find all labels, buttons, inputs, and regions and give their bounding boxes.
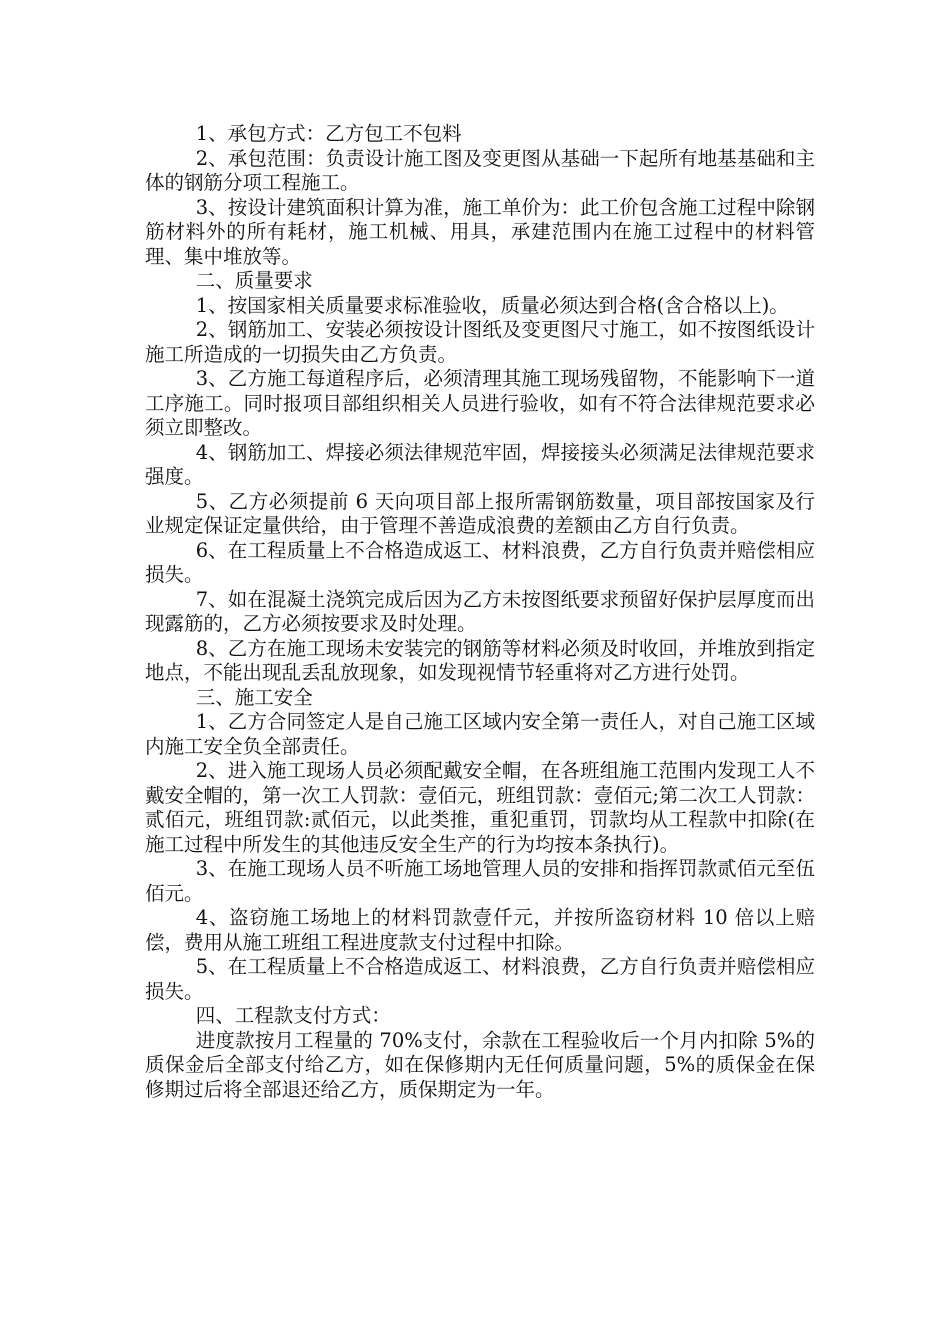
safety-item-2: 2、进入施工现场人员必须配戴安全帽，在各班组施工范围内发现工人不戴安全帽的，第一次工人罚款：壹佰元，班组罚款：壹佰元;第二次工人罚款：贰佰元，班组罚款:贰佰元，以此类推，重犯重罚，罚款均从工程款中扣除(在施工过程中所发生的其他违反安全生产的行为均按本条执行)。 — [145, 759, 815, 856]
section-heading-payment: 四、工程款支付方式： — [195, 1004, 391, 1027]
clause-contract-scope: 2、承包范围：负责设计施工图及变更图从基础一下起所有地基基础和主体的钢筋分项工程施工。 — [145, 146, 815, 194]
clause-contract-method: 1、承包方式：乙方包工不包料 — [195, 122, 462, 145]
quality-item-7: 7、如在混凝土浇筑完成后因为乙方未按图纸要求预留好保护层厚度而出现露筋的，乙方必须按要求及时处理。 — [145, 587, 815, 635]
quality-item-1: 1、按国家相关质量要求标准验收，质量必须达到合格(含合格以上)。 — [195, 293, 789, 317]
safety-item-3: 3、在施工现场人员不听施工场地管理人员的安排和指挥罚款贰佰元至伍佰元。 — [145, 857, 815, 905]
quality-item-6: 6、在工程质量上不合格造成返工、材料浪费，乙方自行负责并赔偿相应损失。 — [145, 538, 815, 586]
payment-terms: 进度款按月工程量的 70%支付，余款在工程验收后一个月内扣除 5%的质保金后全部支付给乙方，如在保修期内无任何质量问题，5%的质保金在保修期过后将全部退还给乙方，质保期定为一年。 — [145, 1028, 815, 1101]
quality-item-5: 5、乙方必须提前 6 天向项目部上报所需钢筋数量，项目部按国家及行业规定保证定量供给，由于管理不善造成浪费的差额由乙方自行负责。 — [145, 489, 815, 537]
safety-item-5: 5、在工程质量上不合格造成返工、材料浪费，乙方自行负责并赔偿相应损失。 — [145, 955, 815, 1003]
section-heading-quality: 二、质量要求 — [195, 269, 313, 292]
document-body — [145, 122, 815, 1102]
safety-item-1: 1、乙方合同签定人是自己施工区域内安全第一责任人，对自己施工区域内施工安全负全部责任。 — [145, 710, 815, 758]
section-heading-safety: 三、施工安全 — [195, 685, 313, 709]
clause-unit-price: 3、按设计建筑面积计算为准，施工单价为：此工价包含施工过程中除钢筋材料外的所有耗材，施工机械、用具，承建范围内在施工过程中的材料管理、集中堆放等。 — [145, 195, 815, 268]
quality-item-4: 4、钢筋加工、焊接必须法律规范牢固，焊接接头必须满足法律规范要求强度。 — [145, 440, 815, 488]
safety-item-4: 4、盗窃施工场地上的材料罚款壹仟元，并按所盗窃材料 10 倍以上赔偿，费用从施工班组工程进度款支付过程中扣除。 — [145, 906, 815, 954]
quality-item-8: 8、乙方在施工现场未安装完的钢筋等材料必须及时收回，并堆放到指定地点，不能出现乱丢乱放现象，如发现视情节轻重将对乙方进行处罚。 — [145, 636, 815, 684]
quality-item-3: 3、乙方施工每道程序后，必须清理其施工现场残留物，不能影响下一道工序施工。同时报项目部组织相关人员进行验收，如有不符合法律规范要求必须立即整改。 — [145, 367, 815, 439]
quality-item-2: 2、钢筋加工、安装必须按设计图纸及变更图尺寸施工，如不按图纸设计施工所造成的一切损失由乙方负责。 — [145, 318, 815, 366]
